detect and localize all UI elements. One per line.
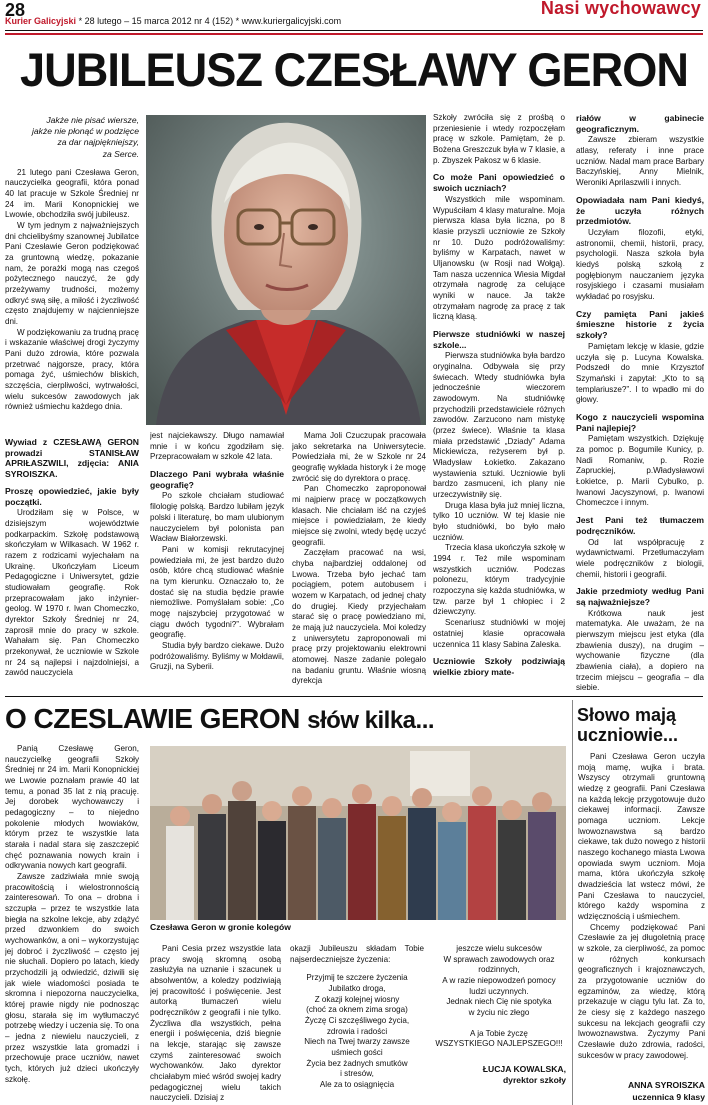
portrait-photo xyxy=(146,115,426,425)
intro-paragraph: 21 lutego pani Czesława Geron, nauczycielka geografii, która ponad 40 lat pracuje w Szkole Średniej nr 24 im. Marii Konopnickiej we Lwowie, obchodziła swój jubileusz. xyxy=(5,167,139,220)
interview-column-3 xyxy=(292,431,426,692)
paragraph: Pani Czesława Geron uczyła moją mamę, wujka i brata. Wszyscy otrzymali gruntowną wiedzę z geografii. Pani Czesława na każdą lekcję przygotowuje dużo ciekawej informacji. Zawsze pomaga uczniom. Lekcje lwowoznawstwa są bardzo ciekawe, tak dużo nowego z historii naszego kochanego miasta Lwowa opowiada swym uczniom. Moja mama, która ukończyła szkołę dwadzieścia lat wstecz mówi, że Pani Czesława to nauczyciel, którego każdy wspomina z wdzięcznością i uśmiechem. xyxy=(578,752,705,922)
article2-column-4 xyxy=(432,944,566,1104)
intro-column xyxy=(5,115,139,435)
article2-column-3 xyxy=(290,944,424,1104)
answer: Uczyłam filozofii, etyki, astronomii, chemii, historii, pracy, psychologii. Nasza szkoła była kiedyś polską szkołą z pogłębionym nauczaniem języka rosyjskiego i czasami musiałam wykładać po rosyjsku. xyxy=(576,228,704,302)
poem-line: WSZYSTKIEGO NAJLEPSZEGO!!! xyxy=(435,1039,563,1049)
poem-part-2 xyxy=(432,944,566,1050)
answer: Mama Joli Czuczupak pracowała jako sekretarka na Uniwersytecie. Powiedziała mi, że w Szkole nr 24 geografię wykłada historyk i że mogę zwrócić się do dyrektora o pracę. xyxy=(292,431,426,483)
question: Pierwsze studniówki w naszej szkole... xyxy=(433,328,565,350)
poem-part-1 xyxy=(290,973,424,1090)
header-rule xyxy=(5,30,703,31)
answer: Krótkowa nauk jest matematyka. Ale uważam, że na pierwszym miejscu jest etyka (dla zbawienia duszy), na drugim – wychowanie fizyczne (dla zbawienia ciała), a dopiero na trzecim miejscu – geografia – dla siebie. xyxy=(576,608,704,692)
poem-line: zdrowia i radości xyxy=(326,1026,388,1036)
paragraph: okazji Jubileuszu składam Tobie najserdeczniejsze życzenia: xyxy=(290,944,424,964)
question: Uczniowie Szkoły podziwiają wielkie zbiory mate- xyxy=(433,656,565,677)
article-separator xyxy=(5,696,703,697)
brand-name: Kurier Galicyjski xyxy=(5,16,77,26)
interview-column-1 xyxy=(5,437,139,692)
interview-credit: Wywiad z CZESŁAWĄ GERON prowadzi STANISŁAW APRIŁASZWILI, zdjęcia: ANIA SYROISZKA. xyxy=(5,437,139,480)
paragraph: Chcemy podziękować Pani Czesławie za jej długoletnią pracę w szkole, za cierpliwość, za pomoc w różnych konkursach geograficznych i krajoznawczych, za przygotowanie uczniów do egzaminów, za wiedzę, którą przekazuje w ciągu tylu lat. Za to, że ciesy się z każdego naszego sukcesu na lekcjach geografii czy lwowoznawstwa. Życzymy Pani Czesławie dużo zdrowia, radości, sukcesów w pracy zawodowej. xyxy=(578,922,705,1060)
answer: Po szkole chciałam studiować filologię polską. Bardzo lubiłam język polski i literaturę, bo mam ulubionym nauczycielem był polonista pan Wacław Białorzewski. xyxy=(150,491,284,544)
article2-headline xyxy=(5,705,561,733)
motto-line: jakże nie płonąć w podzięce xyxy=(31,126,139,137)
sidebar-text xyxy=(578,752,705,1082)
issue-details: * 28 lutego – 15 marca 2012 nr 4 (152) * www.kuriergalicyjski.com xyxy=(78,16,342,26)
motto xyxy=(5,115,139,160)
poem-line: W sprawach zawodowych oraz xyxy=(443,954,555,964)
poem-line: ludzi uczynnych. xyxy=(469,986,529,996)
motto-line: za dar najpiękniejszy, xyxy=(57,137,139,148)
issue-info xyxy=(5,16,341,28)
answer: Druga klasa była już mniej liczna, tylko 10 uczniów. W tej klasie nie było studniówki, bo było mało uczniów. xyxy=(433,500,565,542)
answer: Wszystkich mile wspominam. Wypuściłam 4 klasy maturalne. Moja pierwsza klasa była liczna, po 8 klasie przyszli uczniowie ze Szkoły nr 10. Dużo podróżowaliśmy: byliśmy w Karpatach, nawet w Uljanowsku (w Rosji nad Wołgą). Tam nasza uczennica Wiesia Migdał otrzymała nagrodę za celujące wyniki w nauce. Ja także otrzymałam nagrodę za pracę z tak liczną klasą. xyxy=(433,194,565,322)
answer: Pan Chomeczko zaproponował mi najpierw pracę w początkowych klasach. Nie chciałam iść na czyjeś miejsce i powiedziałam, że kiedy miejsce się zwolni, wtedy będę uczyć geografii. xyxy=(292,484,426,547)
answer: Urodziłam się w Polsce, w dzisiejszym województwie podkarpackim. Szkołę podstawową skończyłam w Wilkasach. W 1962 r. razem z rodzicami wyjechałam na Ukrainę. Ukończyłam Liceum Pedagogiczne i Uniwersytet, gdzie studiowałam geografię. Rok przepracowałam jako inżynier-geolog. W 1970 r. Iwan Chomeczko, dyrektor Szkoły Średniej nr 24, zaprosił mnie do pracy w szkole. Wahałam się. Pan Chomeczko przekonywał, że uczniowie w Szkole nr 24 są najlepsi i najzdolniejsi, a zawód nauczyciela xyxy=(5,508,139,678)
article2-column-1 xyxy=(5,744,139,1102)
sidebar-title: Słowo mają uczniowie... xyxy=(577,705,679,745)
poem-line: Życzę Ci szczęśliwego życia, xyxy=(304,1016,410,1026)
poem-line: w życiu nic złego xyxy=(468,1008,530,1018)
article2-column-2 xyxy=(150,944,281,1104)
interview-column-4 xyxy=(433,113,565,692)
poem-line: Życia bez żadnych smutków xyxy=(306,1058,408,1068)
question: Kogo z nauczycieli wspomina Pani najlepiej? xyxy=(576,411,704,433)
question: Dlaczego Pani wybrała właśnie geografię? xyxy=(150,469,284,490)
question: Jest Pani też tłumaczem podręczników. xyxy=(576,515,704,536)
poem-line: Ale za to osiągnięcia xyxy=(319,1080,395,1090)
article2-headline-tail: słów kilka... xyxy=(307,707,435,734)
interview-column-5 xyxy=(576,113,704,692)
sidebar-signature-role: uczennica 9 klasy xyxy=(632,1092,705,1102)
answer: Pamiętam lekcję w klasie, gdzie uczyła się p. Lucyna Kowalska. Podszedł do mnie Krzysztof Szymański i zapytał: „Kto to są templariusze?”. I to wpadło mi do głowy. xyxy=(576,341,704,405)
paragraph: Zawsze zadziwiała mnie swoją pracowitością i wielostronnością zainteresowań. To ona – drobna i szczupła – przez te wszystkie lata biegła na szkolne lekcje, aby zdążyć przed dzwonkiem do swoich wychowanków, a oni – wykorzystując jej dobroć i życzliwość – często jej nie słuchali. Dopiero po latach, kiedy przychodzili ją odwiedzić, dziwili się jak wiele wiadomości posiada te skromna i niepozorna nauczycielka, której prawie nigdy nie podnosząc głosu, starała się im wytłumaczyć potrzebę wiedzy i uczenia się. To ona – jedna z niewielu nauczycieli, z przez wszystkie lata gromadzi i przechowuje prace uczniów, nawet tych, których już dzieci ukończyły szkołę. xyxy=(5,872,139,1084)
poem-line: Jubilatko droga, xyxy=(328,984,386,994)
header-rule-accent xyxy=(5,33,703,35)
poem-line: A ja Tobie życzę xyxy=(470,1028,528,1038)
poem-line: A w razie niepowodzeń pomocy xyxy=(442,976,556,986)
question: Opowiadała nam Pani kiedyś, że uczyła różnych przedmiotów. xyxy=(576,194,704,227)
article2-headline-main: O CZESLAWIE GERON xyxy=(5,703,300,734)
poem-line: (choć za oknem zima sroga) xyxy=(306,1005,408,1015)
answer: Zawsze zbieram wszystkie atlasy, referaty i inne prace uczniów. Nadal mam prace Barbary Baczyńskiej, Anny Mielnik, Weroniki Aprilaszwili i innych. xyxy=(576,135,704,188)
article-headline: JUBILEUSZ CZESŁAWY GERON xyxy=(19,43,689,96)
answer: Szkoły zwróciła się z prośbą o przeniesienie i wtedy rozpoczęłam pracę w szkole. Pamiętam, że p. Bożena Greszczuk była w 7 klasie, a p. Zbyszek Pakosz w 6 klasie. xyxy=(433,113,565,165)
group-photo xyxy=(150,746,566,920)
poem-line: Przyjmij te szczere życzenia xyxy=(306,973,408,983)
answer: Pierwsza studniówka była bardzo oryginalna. Odbywała się przy świecach. Wtedy studniówka była jednocześnie wieczorem zawodowym. Na studniówkę przychodzili przedstawiciele różnych zawodów. Zarzucono nam mistykę (przez świece). Właśnie ta klasa miała przedstawić „Dziady” Adama Mickiewicza, reżyserem był p. Władysław Łokietko. Zakazano wystawienia sztuki. Uczniowie byli bardzo zasmuceni, ich plany nie urzeczywistniły się. xyxy=(433,351,565,500)
poem-line: i stresów, xyxy=(340,1069,374,1079)
poem-line: rodzinnych, xyxy=(478,965,520,975)
answer: Scenariusz studniówki w mojej ostatniej klasie opracowała uczennica 11 klasy Sabina Zaleska. xyxy=(433,618,565,649)
answer: Trzecia klasa ukończyła szkołę w 1994 r. Też mile wspominam wszystkich uczniów. Podczas polonezu, którym tradycyjnie rozpoczyna się każda studniówka, w tzw. parze był 1 chłopiec i 2 dziewczyny. xyxy=(433,543,565,617)
interview-column-2 xyxy=(150,431,284,692)
poem-line: Niech na Twej twarzy zawsze xyxy=(304,1037,410,1047)
sidebar-signature-name: ANNA SYROISZKA xyxy=(627,1080,705,1090)
question: Czy pamięta Pani jakieś śmieszne historie z życia szkoły? xyxy=(576,308,704,341)
motto-line: za Serce. xyxy=(102,148,139,159)
signature-name: ŁUCJA KOWALSKA, xyxy=(482,1064,566,1075)
poem-line: jeszcze wielu sukcesów xyxy=(456,944,542,953)
answer: Zaczęłam pracować na wsi, chyba najbardziej oddalonej od Lwowa. Trzeba było jechać tam pociągiem, potem autobusem i wozem w Karpatach, od jednej chaty do drugiej. Kiedy przyjechałam starać się o pracę powiedziano mi, że mają już nauczyciela. Moi koledzy z uniwersytetu zaproponowali mi pracę przy projektowaniu elektrowni atomowej. Nasze zadanie polegało na badaniu gruntu. Właśnie wiosną dyrekcja xyxy=(292,548,426,686)
question: Proszę opowiedzieć, jakie były początki. xyxy=(5,485,139,507)
answer: Pamiętam wszystkich. Dziękuję za pomoc p. Bogumile Kunicy, p. Nadi Romaniw, p. Rozie Zapruckiej, p.Władysławowi Łokietce, p. Marii Cybulko, p. Iwanowi Jacyszynowi, p. Iwanowi Chomeczce i innym. xyxy=(576,434,704,508)
page-number: 28 xyxy=(5,0,26,20)
poem-line: uśmiech gości xyxy=(331,1048,383,1058)
answer: Od lat współpracuję z wydawnictwami. Przetłumaczyłam wiele podręczników z biologii, chemii, historii i geografii. xyxy=(576,537,704,579)
intro-paragraph: W podziękowaniu za trudną pracę i wskazanie właściwej drogi życzymy Pani dużo zdrowia, które pozwala przetrwać najgorsze, pracy, która pomaga żyć, uśmiechów bliskich, szczęścia, cierpliwości, wytrwałości, wielu sukcesów zawodowych jak również uśmiechu każdego dnia. xyxy=(5,327,139,412)
question: Co może Pani opowiedzieć o swoich uczniach? xyxy=(433,172,565,194)
poem-line: Z okazji kolejnej wiosny xyxy=(314,994,400,1004)
intro-paragraph: W tym jednym z najważniejszych dni chcielibyśmy szanownej Jubilatce Pani Czesławie Geron podziękować za gruntowną wiedzę, pokazanie nam, że porażki mogą nas czegoś pożytecznego nauczyć, że gdy przeżywamy trudności, możemy odkryć swą siłę, a miłość i życzliwość często znajdujemy w najcienniejsze dni. xyxy=(5,221,139,327)
question: riałów w gabinecie geograficznym. xyxy=(576,113,704,134)
signature-role: dyrektor szkoły xyxy=(502,1075,566,1086)
answer: Studia były bardzo ciekawe. Dużo podróżowaliśmy. Byliśmy w Mołdawii, Gruzji, na Syberii. xyxy=(150,640,284,672)
motto-line: Jakże nie pisać wiersze, xyxy=(46,115,139,125)
poem-line: Jednak niech Cię nie spotyka xyxy=(446,997,552,1007)
answer: Pani w komisji rekrutacyjnej powiedziała mi, że jest bardzo dużo osób, które chcą studiować właśnie na tym kierunku. Oznaczało to, że dostać się na studia będzie prawie niemożliwe. Pomyślałam sobie: „Co mogę najszybciej przygotować w ciągu dwóch tygodni?”. Wybrałam geografię. xyxy=(150,544,284,640)
section-title: Nasi wychowawcy xyxy=(540,0,701,18)
paragraph: Pani Cesia przez wszystkie lata pracy swoją skromną osobą zasłużyła na uznanie i szacunek u absolwentów, a koledzy podziwiają jej pracowitość i poświęcenie. Jest autorką tłumaczeń wielu podręczników z geografii i nie tylko. Życzliwa dla wszystkich, pełna energii i poświęcenia, dziś biegnie na lekcje, starając się zawsze czymś zainteresować swoich wychowanków. Jako dyrektor chciałabym mieć wśród swojej kadry pedagogicznej wielu takich nauczycieli. Dzisiaj z xyxy=(150,944,281,1103)
answer: jest najciekawszy. Długo namawiał mnie i w końcu zgodziłam się. Przepracowałam w szkole 42 lata. xyxy=(150,431,284,462)
question: Jakie przedmioty według Pani są najważniejsze? xyxy=(576,586,704,608)
paragraph: Panią Czesławę Geron, nauczycielkę geografii Szkoły Średniej nr 24 im. Marii Konopnickiej we Lwowie poznałam prawie 40 lat temu, a ponad 35 lat z nią pracuję. Jej dorobek wychowawczy i pedagogiczny – to niejedno pokolenie młodych lwowiaków, którym przez te wszystkie lata starała i nadal stara się zaszczepić chęć poznawania nowych krain i odkrywania nowych kart geografii. xyxy=(5,744,139,871)
photo-caption: Czesława Geron w gronie kolegów xyxy=(150,922,291,932)
